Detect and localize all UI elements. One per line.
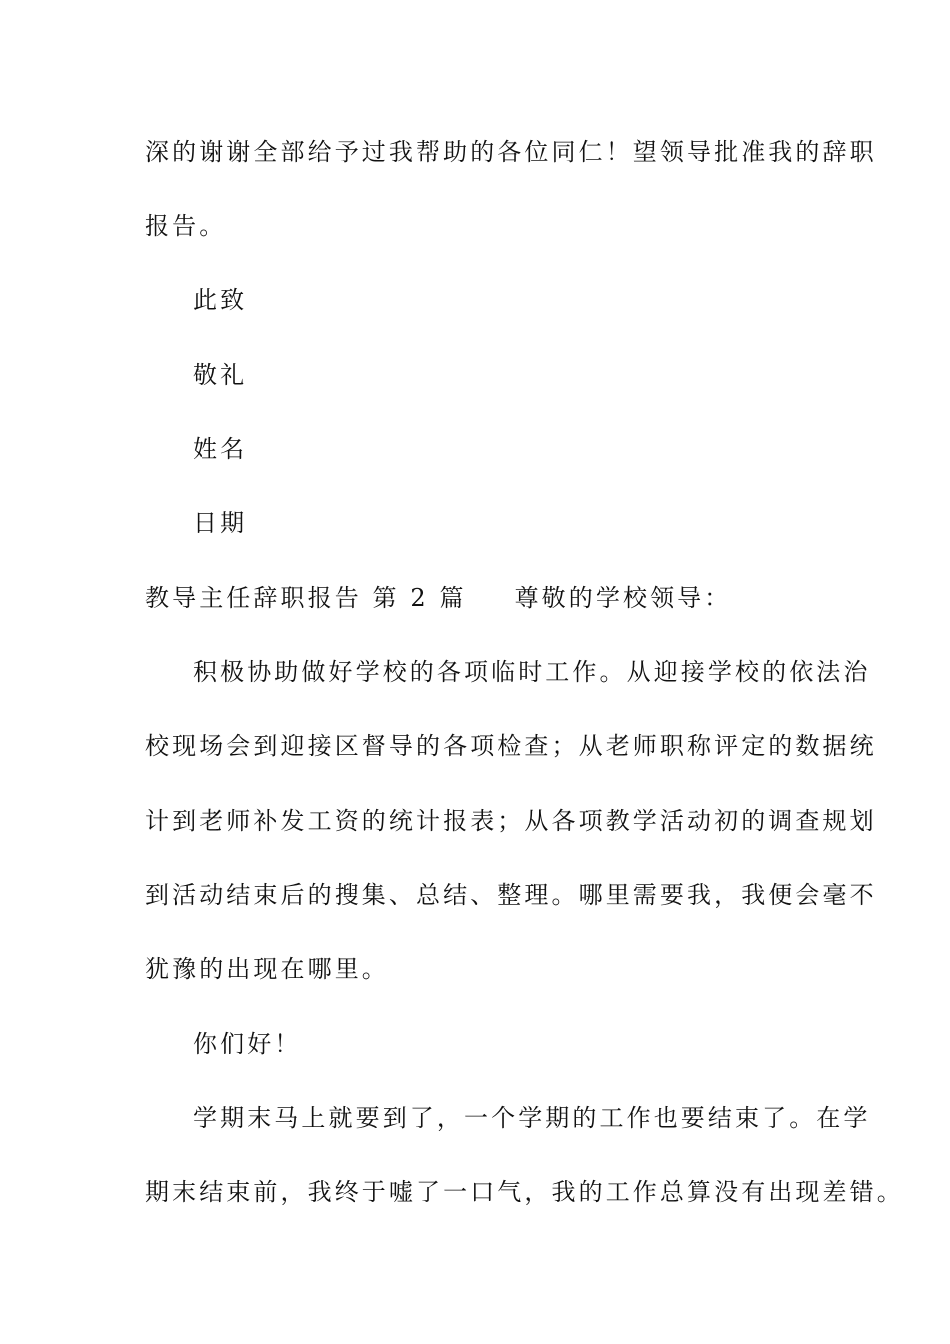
paragraph-line: 到活动结束后的搜集、总结、整理。哪里需要我，我便会毫不 xyxy=(145,881,877,909)
paragraph-line: 深的谢谢全部给予过我帮助的各位同仁！望领导批准我的辞职 xyxy=(145,138,877,166)
greeting: 你们好！ xyxy=(193,1030,302,1058)
heading-part: 第 2 篇 xyxy=(372,584,467,612)
paragraph-line: 期末结束前，我终于嘘了一口气，我的工作总算没有出现差错。 xyxy=(145,1178,904,1206)
closing-jing-li: 敬礼 xyxy=(193,361,248,389)
signature-name: 姓名 xyxy=(193,435,248,463)
heading-title: 教导主任辞职报告 xyxy=(145,584,362,612)
paragraph-line: 计到老师补发工资的统计报表；从各项教学活动初的调查规划 xyxy=(145,807,877,835)
closing-ci-zhi: 此致 xyxy=(193,286,248,314)
paragraph-line: 积极协助做好学校的各项临时工作。从迎接学校的依法治 xyxy=(193,658,871,686)
signature-date: 日期 xyxy=(193,509,248,537)
salutation: 尊敬的学校领导： xyxy=(514,584,732,612)
section-heading xyxy=(145,583,731,613)
paragraph-line: 报告。 xyxy=(145,212,227,240)
paragraph-line: 学期末马上就要到了，一个学期的工作也要结束了。在学 xyxy=(193,1104,871,1132)
paragraph-line: 校现场会到迎接区督导的各项检查；从老师职称评定的数据统 xyxy=(145,732,877,760)
paragraph-line: 犹豫的出现在哪里。 xyxy=(145,955,389,983)
